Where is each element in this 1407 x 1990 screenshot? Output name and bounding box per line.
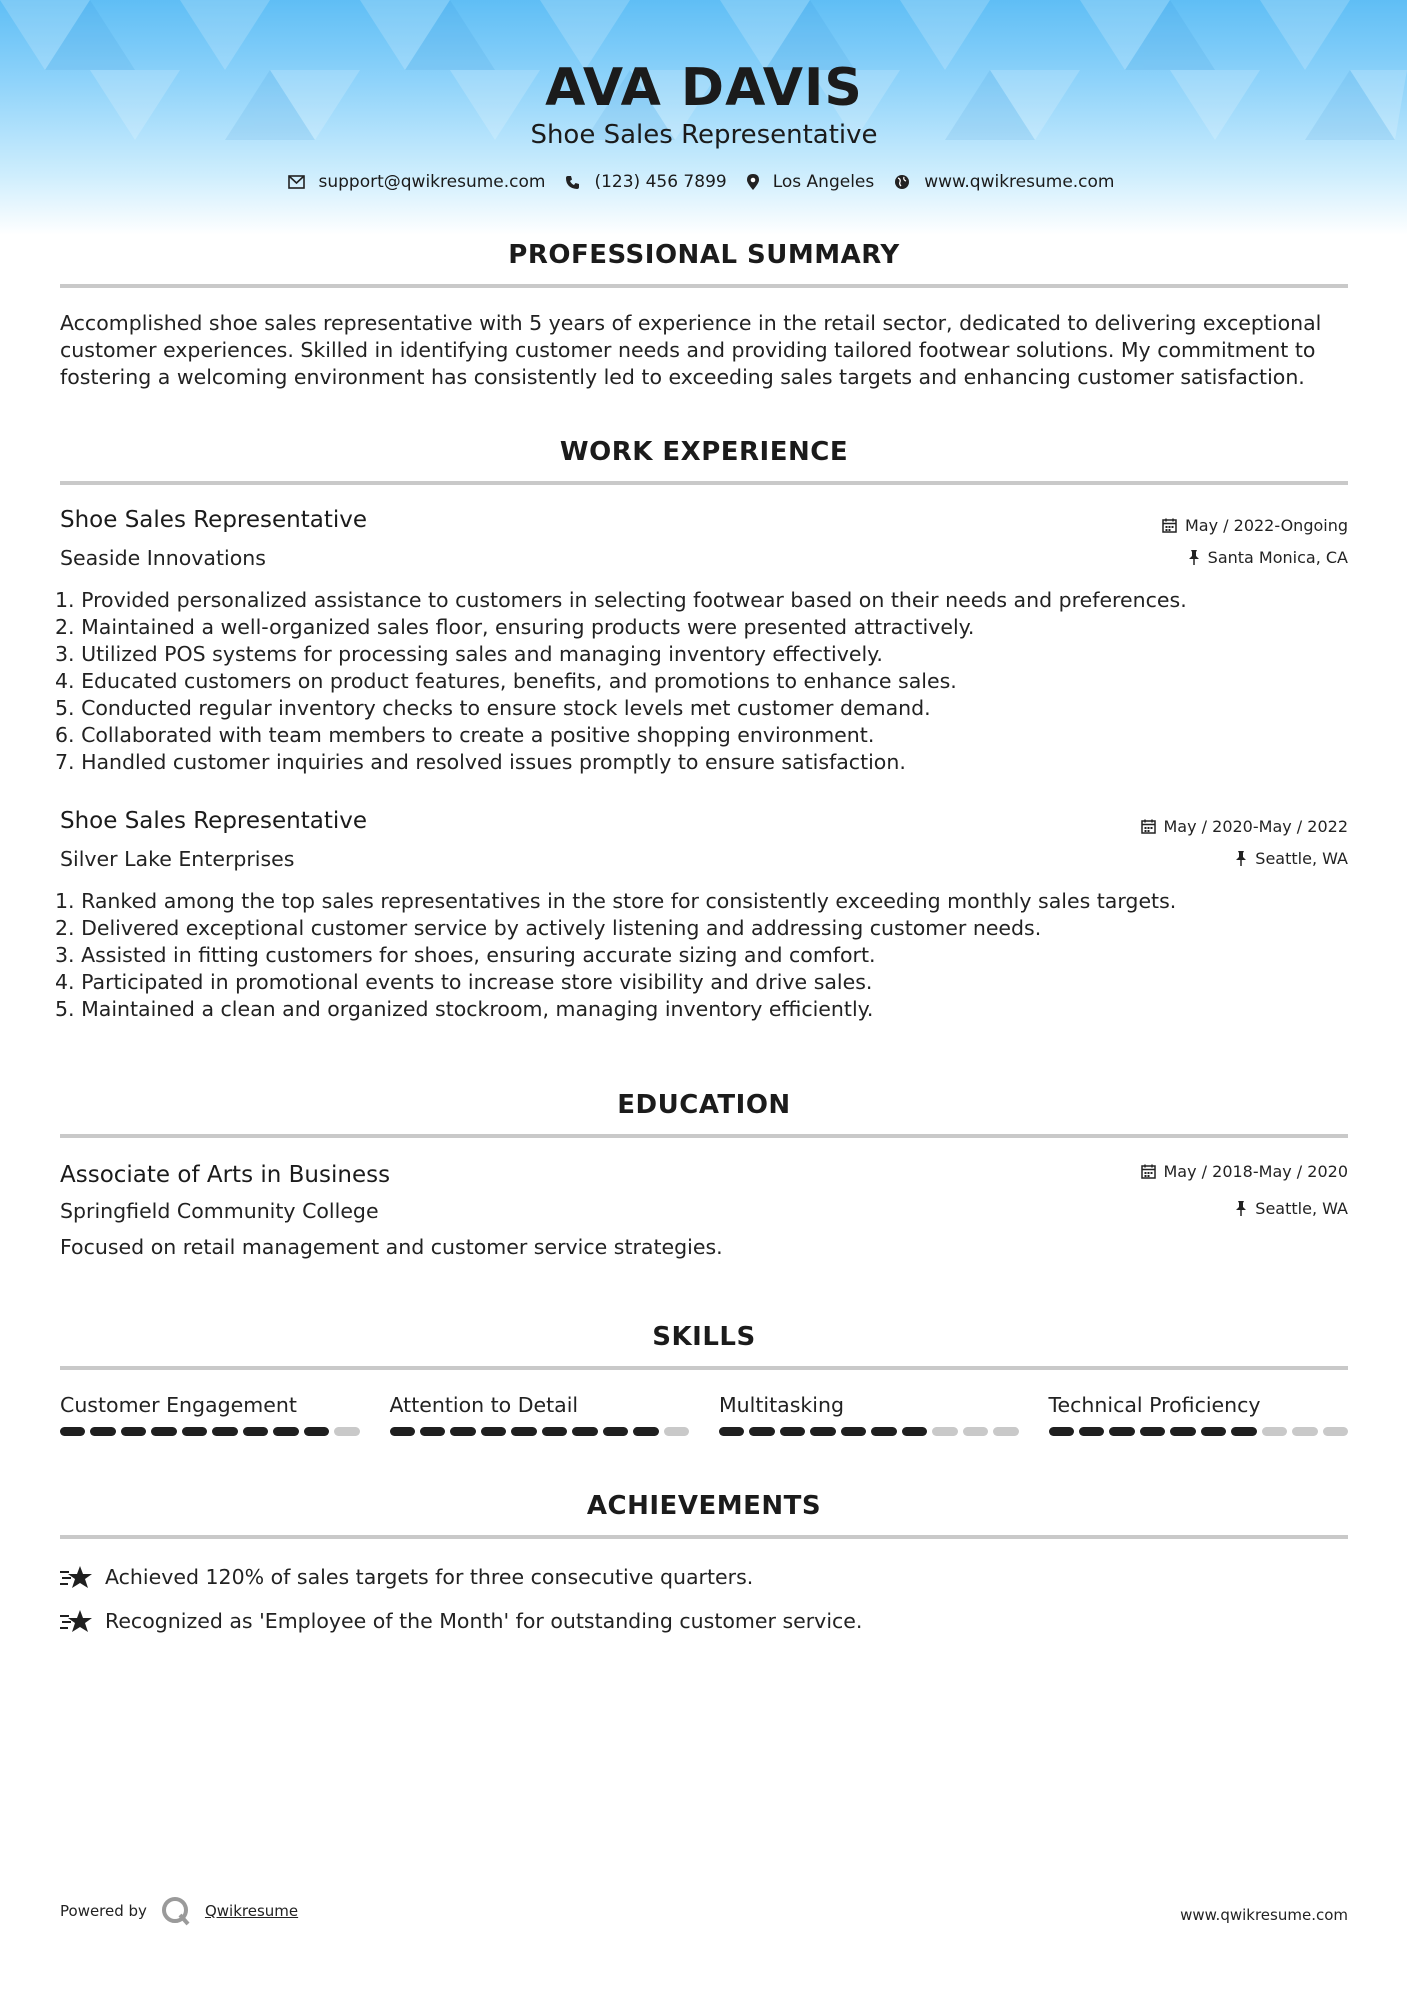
list-item: 1. Provided personalized assistance to customers in selecting footwear based on their needs and preferences. xyxy=(55,588,1187,612)
shooting-star-icon xyxy=(60,1607,93,1635)
skill-name: Customer Engagement xyxy=(60,1393,297,1417)
skill-level-segment xyxy=(963,1427,988,1436)
list-item: 3. Utilized POS systems for processing sales and managing inventory effectively. xyxy=(55,642,883,666)
skill-level-segment xyxy=(511,1427,536,1436)
skill-level-segment xyxy=(1170,1427,1195,1436)
education-description: Focused on retail management and customer service strategies. xyxy=(60,1235,723,1259)
skill-level-bar xyxy=(390,1427,690,1436)
job-1-location: Santa Monica, CA xyxy=(1188,548,1348,567)
skill-level-segment xyxy=(719,1427,744,1436)
contact-phone[interactable]: (123) 456 7899 xyxy=(565,172,726,192)
skill-level-segment xyxy=(871,1427,896,1436)
skill-level-segment xyxy=(334,1427,359,1436)
education-divider xyxy=(60,1134,1348,1138)
achievement-item: Recognized as 'Employee of the Month' for outstanding customer service. xyxy=(60,1607,862,1635)
skill-level-segment xyxy=(243,1427,268,1436)
list-item: 3. Assisted in fitting customers for shoes, ensuring accurate sizing and comfort. xyxy=(55,943,876,967)
skill-level-segment xyxy=(810,1427,835,1436)
job-2-company: Silver Lake Enterprises xyxy=(60,847,295,871)
envelope-icon xyxy=(288,175,305,189)
job-2-title: Shoe Sales Representative xyxy=(60,808,368,834)
summary-heading: PROFESSIONAL SUMMARY xyxy=(508,240,900,270)
experience-heading: WORK EXPERIENCE xyxy=(559,437,849,467)
education-heading: EDUCATION xyxy=(617,1090,791,1120)
skill-level-segment xyxy=(841,1427,866,1436)
achievements-heading: ACHIEVEMENTS xyxy=(586,1491,822,1521)
skill-level-segment xyxy=(1079,1427,1104,1436)
skill-level-segment xyxy=(603,1427,628,1436)
contact-website[interactable]: www.qwikresume.com xyxy=(894,172,1114,192)
qwikresume-logo-icon xyxy=(161,1896,191,1926)
contact-bar xyxy=(60,172,1348,192)
skill-level-segment xyxy=(90,1427,115,1436)
globe-icon xyxy=(894,174,910,190)
skill-level-bar xyxy=(1049,1427,1349,1436)
skill-level-segment xyxy=(572,1427,597,1436)
candidate-role: Shoe Sales Representative xyxy=(530,120,878,150)
list-item: 5. Conducted regular inventory checks to ensure stock levels met customer demand. xyxy=(55,696,931,720)
education-school: Springfield Community College xyxy=(60,1199,379,1223)
job-2-responsibilities xyxy=(55,888,1348,1023)
skill-name: Technical Proficiency xyxy=(1048,1393,1261,1417)
list-item: 2. Maintained a well-organized sales floor, ensuring products were presented attractively. xyxy=(55,615,975,639)
list-item: 6. Collaborated with team members to create a positive shopping environment. xyxy=(55,723,875,747)
summary-text: Accomplished shoe sales representative with 5 years of experience in the retail sector, dedicated to delivering exceptional customer experiences. Skilled in identifying customer needs and providing tailored footwear solutions. My commitment to fostering a welcoming environment has consistently led to exceeding sales targets and enhancing customer satisfaction. xyxy=(60,311,1322,389)
calendar-icon xyxy=(1141,1164,1156,1179)
candidate-name: AVA DAVIS xyxy=(545,58,863,118)
skill-level-segment xyxy=(1109,1427,1134,1436)
skill-item xyxy=(60,1393,360,1436)
job-1-responsibilities xyxy=(55,587,1348,776)
list-item: 1. Ranked among the top sales representatives in the store for consistently exceeding monthly sales targets. xyxy=(55,889,1177,913)
skill-item xyxy=(1049,1393,1349,1436)
calendar-icon xyxy=(1141,819,1156,834)
experience-divider xyxy=(60,481,1348,485)
skills-list xyxy=(60,1393,1348,1436)
skill-name: Attention to Detail xyxy=(389,1393,579,1417)
list-item: 2. Delivered exceptional customer service by actively listening and addressing customer needs. xyxy=(55,916,1042,940)
education-degree: Associate of Arts in Business xyxy=(60,1162,391,1188)
skill-level-segment xyxy=(633,1427,658,1436)
job-1-title: Shoe Sales Representative xyxy=(60,507,368,533)
job-1-company: Seaside Innovations xyxy=(60,546,266,570)
skill-level-segment xyxy=(932,1427,957,1436)
skill-level-segment xyxy=(450,1427,475,1436)
skill-level-segment xyxy=(780,1427,805,1436)
summary-divider xyxy=(60,284,1348,288)
skill-level-segment xyxy=(1201,1427,1226,1436)
skill-level-segment xyxy=(1292,1427,1317,1436)
qwikresume-link[interactable]: Qwikresume xyxy=(204,1902,299,1920)
skill-item xyxy=(390,1393,690,1436)
education-location: Seattle, WA xyxy=(1235,1199,1348,1218)
list-item: 7. Handled customer inquiries and resolved issues promptly to ensure satisfaction. xyxy=(55,750,906,774)
job-1-date: May / 2022-Ongoing xyxy=(1162,516,1348,535)
skill-level-segment xyxy=(182,1427,207,1436)
skill-level-segment xyxy=(390,1427,415,1436)
skill-level-segment xyxy=(420,1427,445,1436)
contact-email[interactable]: support@qwikresume.com xyxy=(288,172,546,192)
powered-by-label: Powered by xyxy=(60,1902,147,1920)
shooting-star-icon xyxy=(60,1563,93,1591)
skill-level-segment xyxy=(273,1427,298,1436)
skills-heading: SKILLS xyxy=(652,1322,756,1352)
skill-level-segment xyxy=(1140,1427,1165,1436)
skill-level-segment xyxy=(1262,1427,1287,1436)
achievements-divider xyxy=(60,1535,1348,1539)
achievement-item: Achieved 120% of sales targets for three consecutive quarters. xyxy=(60,1563,753,1591)
pushpin-icon xyxy=(1188,550,1200,565)
list-item: 4. Educated customers on product features, benefits, and promotions to enhance sales. xyxy=(55,669,957,693)
job-2-location: Seattle, WA xyxy=(1235,849,1348,868)
calendar-icon xyxy=(1162,518,1177,533)
skill-item xyxy=(719,1393,1019,1436)
footer-powered-by xyxy=(60,1896,298,1926)
skill-level-bar xyxy=(719,1427,1019,1436)
skill-level-segment xyxy=(749,1427,774,1436)
phone-icon xyxy=(565,175,580,190)
skill-level-bar xyxy=(60,1427,360,1436)
skill-level-segment xyxy=(1049,1427,1074,1436)
skill-level-segment xyxy=(664,1427,689,1436)
skill-level-segment xyxy=(481,1427,506,1436)
skill-level-segment xyxy=(304,1427,329,1436)
skill-level-segment xyxy=(993,1427,1018,1436)
skill-level-segment xyxy=(1323,1427,1348,1436)
skill-level-segment xyxy=(902,1427,927,1436)
contact-location: Los Angeles xyxy=(747,172,875,192)
education-date: May / 2018-May / 2020 xyxy=(1141,1162,1349,1181)
footer-website[interactable]: www.qwikresume.com xyxy=(1180,1906,1348,1924)
pushpin-icon xyxy=(1235,1201,1247,1216)
map-pin-icon xyxy=(747,174,759,190)
skill-level-segment xyxy=(542,1427,567,1436)
skill-name: Multitasking xyxy=(719,1393,844,1417)
skill-level-segment xyxy=(212,1427,237,1436)
skill-level-segment xyxy=(60,1427,85,1436)
skill-level-segment xyxy=(1231,1427,1256,1436)
skills-divider xyxy=(60,1366,1348,1370)
job-2-date: May / 2020-May / 2022 xyxy=(1141,817,1349,836)
pushpin-icon xyxy=(1235,851,1247,866)
list-item: 4. Participated in promotional events to increase store visibility and drive sales. xyxy=(55,970,873,994)
skill-level-segment xyxy=(121,1427,146,1436)
skill-level-segment xyxy=(151,1427,176,1436)
list-item: 5. Maintained a clean and organized stockroom, managing inventory efficiently. xyxy=(55,997,874,1021)
